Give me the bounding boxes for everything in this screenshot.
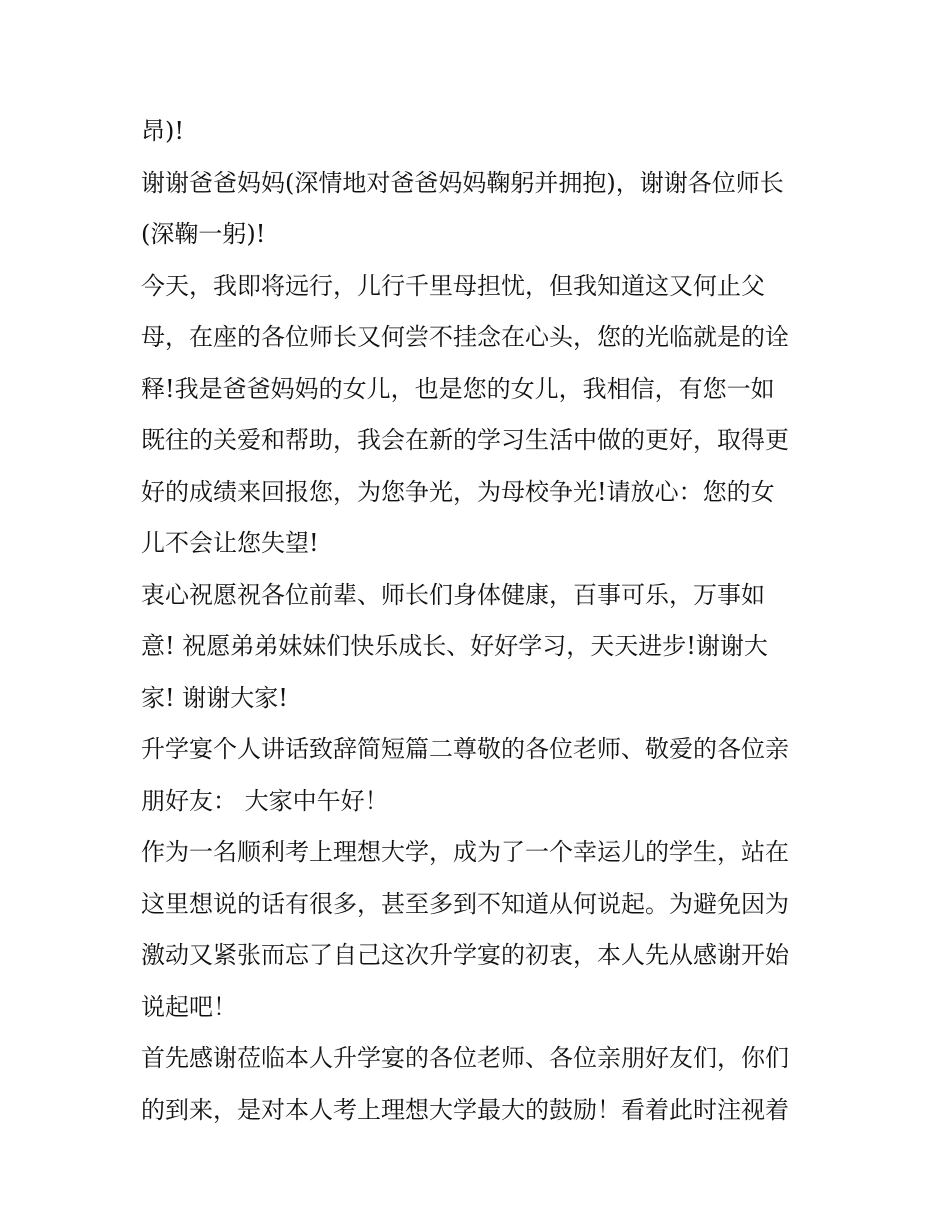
paragraph-1 bbox=[141, 106, 813, 158]
text-line: 说起吧！ bbox=[141, 992, 237, 1021]
paragraph-5 bbox=[141, 724, 813, 827]
text-line: 好的成绩来回报您，为您争光，为母校争光!请放心：您的女 bbox=[141, 477, 775, 506]
document-page bbox=[141, 106, 813, 1136]
text-line: 作为一名顺利考上理想大学，成为了一个幸运儿的学生，站在 bbox=[141, 838, 789, 866]
text-line: 家! 谢谢大家! bbox=[141, 683, 288, 712]
paragraph-7 bbox=[141, 1033, 813, 1136]
text-line: 升学宴个人讲话致辞简短篇二尊敬的各位老师、敬爱的各位亲 bbox=[141, 735, 789, 763]
text-line: 母，在座的各位师长又何尝不挂念在心头，您的光临就是的诠 bbox=[141, 323, 789, 351]
text-line: 这里想说的话有很多，甚至多到不知道从何说起。为避免因为 bbox=[141, 889, 789, 918]
text-line: 儿不会让您失望! bbox=[141, 529, 319, 557]
text-line: 既往的关爱和帮助，我会在新的学习生活中做的更好，取得更 bbox=[141, 426, 789, 454]
text-line: 衷心祝愿祝各位前辈、师长们身体健康，百事可乐，万事如 bbox=[141, 580, 765, 609]
paragraph-2 bbox=[141, 158, 813, 261]
text-line: 谢谢爸爸妈妈(深情地对爸爸妈妈鞠躬并拥抱)，谢谢各位师长 bbox=[141, 168, 784, 197]
text-line: 今天，我即将远行，儿行千里母担忧，但我知道这又何止父 bbox=[141, 271, 765, 300]
text-line: 首先感谢莅临本人升学宴的各位老师、各位亲朋好友们，你们 bbox=[141, 1044, 789, 1072]
text-line: (深鞠一躬)! bbox=[141, 220, 266, 248]
text-line: 的到来，是对本人考上理想大学最大的鼓励！看着此时注视着 bbox=[141, 1095, 789, 1124]
text-line: 意! 祝愿弟弟妹妹们快乐成长、好好学习，天天进步!谢谢大 bbox=[141, 632, 768, 660]
text-line: 昂)! bbox=[141, 117, 185, 145]
paragraph-4 bbox=[141, 570, 813, 725]
paragraph-3 bbox=[141, 261, 813, 570]
text-line: 朋好友： 大家中午好！ bbox=[141, 786, 389, 815]
paragraph-6 bbox=[141, 827, 813, 1033]
text-line: 释!我是爸爸妈妈的女儿，也是您的女儿，我相信，有您一如 bbox=[141, 374, 775, 403]
text-line: 激动又紧张而忘了自己这次升学宴的初衷，本人先从感谢开始 bbox=[141, 941, 789, 969]
